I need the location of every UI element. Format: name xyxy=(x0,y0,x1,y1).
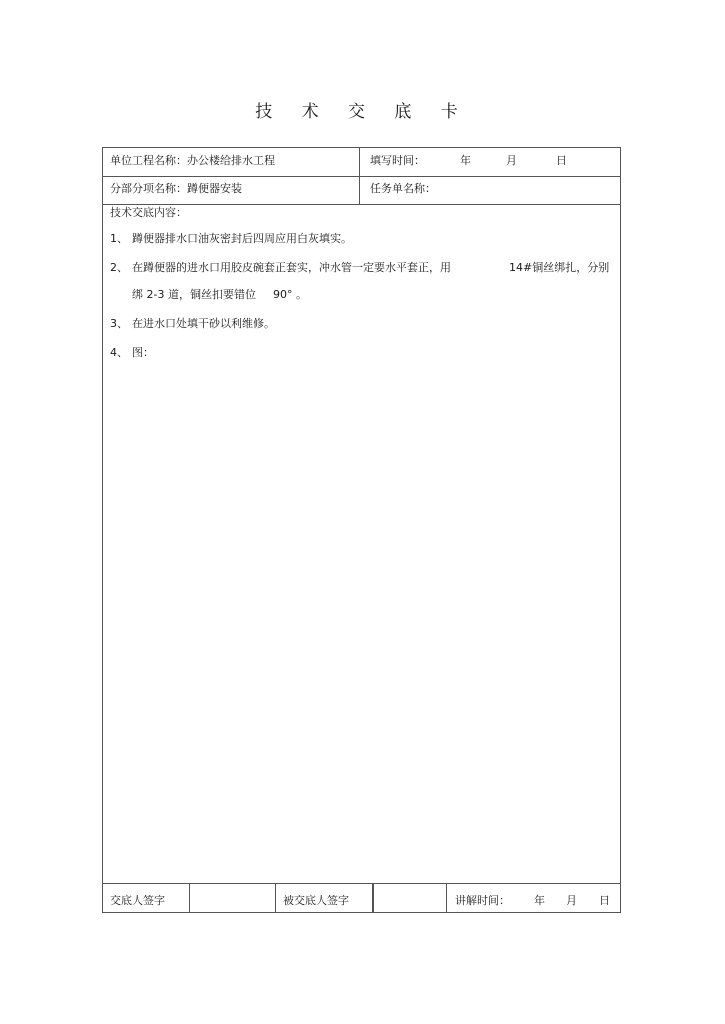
item-text-continued: 绑 2-3 道，铜丝扣要错位 xyxy=(132,288,256,301)
document-title: 技 术 交 底 卡 xyxy=(255,102,470,122)
row-divider xyxy=(103,176,620,177)
giver-signature-field[interactable] xyxy=(190,884,274,912)
lecture-year-label: 年 xyxy=(534,894,545,907)
column-divider xyxy=(359,148,360,204)
item-text: 14#铜丝绑扎，分别 xyxy=(509,261,610,274)
task-no-label: 任务单名称： xyxy=(370,182,436,195)
item-text: 图： xyxy=(132,346,154,359)
fill-day-label: 日 xyxy=(556,154,567,167)
content-heading: 技术交底内容： xyxy=(110,206,187,219)
fill-year-label: 年 xyxy=(460,154,471,167)
giver-sign-label: 交底人签字 xyxy=(110,894,165,907)
item-number: 2、 xyxy=(110,261,128,274)
item-number: 3、 xyxy=(110,317,128,330)
item-number: 4、 xyxy=(110,346,128,359)
item-text-continued: 90° 。 xyxy=(273,288,307,301)
receiver-signature-field[interactable] xyxy=(375,884,445,912)
column-divider xyxy=(446,883,447,912)
column-divider xyxy=(372,883,374,912)
row-divider xyxy=(103,204,620,205)
lecture-month-label: 月 xyxy=(566,894,577,907)
fill-time-label: 填写时间： xyxy=(370,154,425,167)
item-text: 蹲便器排水口油灰密封后四周应用白灰填实。 xyxy=(132,232,352,245)
sub-project-name: 分部分项名称：蹲便器安装 xyxy=(110,182,242,195)
item-text: 在蹲便器的进水口用胶皮碗套正套实，冲水管一定要水平套正，用 xyxy=(132,261,451,274)
lecture-day-label: 日 xyxy=(599,894,610,907)
unit-project-name: 单位工程名称：办公楼给排水工程 xyxy=(110,154,275,167)
column-divider xyxy=(275,883,276,912)
row-divider xyxy=(103,883,620,884)
lecture-time-label: 讲解时间： xyxy=(455,894,510,907)
item-number: 1、 xyxy=(110,232,128,245)
receiver-sign-label: 被交底人签字 xyxy=(283,894,349,907)
item-text: 在进水口处填干砂以利维修。 xyxy=(132,317,275,330)
fill-month-label: 月 xyxy=(506,154,517,167)
disclosure-form-table xyxy=(102,147,621,913)
